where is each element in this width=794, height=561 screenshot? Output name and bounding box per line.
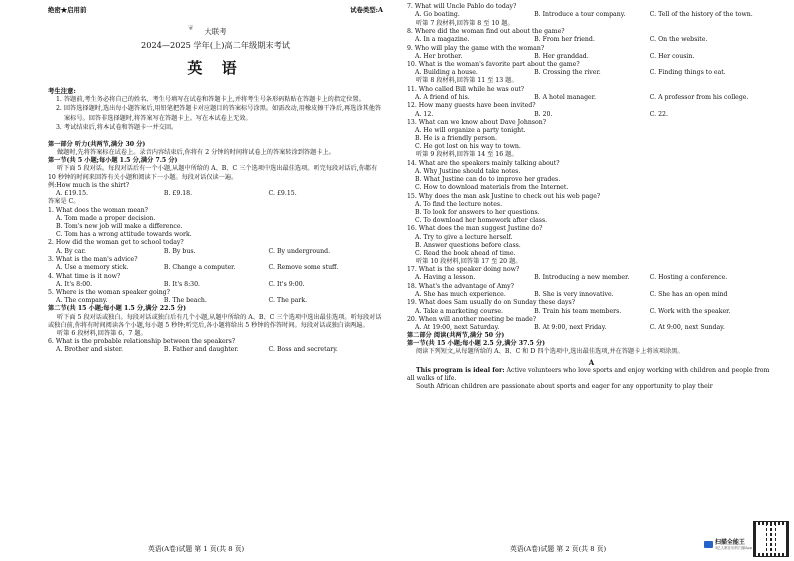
exam-title-line1: 大联考 bbox=[204, 27, 227, 36]
option: A. It's 8:00. bbox=[56, 280, 93, 288]
qr-code-icon[interactable] bbox=[753, 521, 789, 557]
page-header bbox=[48, 5, 383, 14]
question-6-options bbox=[48, 346, 383, 354]
question-options bbox=[407, 111, 776, 119]
option: B. Crossing the river. bbox=[534, 69, 601, 77]
question-options bbox=[407, 53, 776, 61]
question-options bbox=[407, 201, 776, 225]
reading-section1-intro: 阅读下列短文,从每题所给的 A、B、C 和 D 四个选项中,选出最佳选项,并在答题卡上将该项涂黑。 bbox=[416, 348, 684, 356]
notes-heading: 考生注意: bbox=[48, 87, 76, 95]
option: C. Finding things to eat. bbox=[649, 69, 726, 77]
option: B. Her granddad. bbox=[534, 52, 589, 60]
question: 18. What's the advantage of Amy? bbox=[407, 282, 514, 290]
material-note: 听第 7 段材料,回答第 8 至 10 题。 bbox=[416, 19, 514, 27]
question-options bbox=[407, 11, 776, 19]
option: C. It's 9:00. bbox=[268, 280, 305, 288]
question: 2. How did the woman get to school today? bbox=[48, 239, 184, 247]
paper-type-label: 试卷类型:A bbox=[350, 6, 383, 14]
option: A. Her brother. bbox=[415, 52, 463, 60]
question-options bbox=[407, 324, 776, 332]
option: A. 12. bbox=[415, 110, 434, 118]
option: C. To download her homework after class. bbox=[415, 216, 548, 224]
question-options bbox=[407, 234, 776, 258]
scanner-name: 扫描全能王 bbox=[714, 539, 745, 546]
option: C. Tom has a wrong attitude towards work. bbox=[56, 231, 192, 238]
option: A. He will organize a party tonight. bbox=[415, 127, 526, 135]
option: A. Go boating. bbox=[415, 11, 460, 19]
exam-logo-icon: ❦ bbox=[188, 24, 194, 32]
option: B. Tom's new job will make a difference. bbox=[56, 222, 183, 230]
option: B. Introducing a new member. bbox=[534, 274, 630, 282]
option: B. Change a computer. bbox=[163, 264, 236, 272]
option: B. The beach. bbox=[163, 297, 207, 305]
passage-paragraph-2: South African children are passionate about sports and eager for any opportunity to play their bbox=[416, 382, 713, 390]
question: 8. Where did the woman find out about the game? bbox=[407, 28, 565, 36]
option: C. Hosting a conference. bbox=[649, 274, 728, 282]
question-options bbox=[407, 168, 776, 192]
part2-heading: 第二部分 阅读(共两节,满分 50 分) bbox=[407, 332, 505, 340]
option: C. Boss and secretary. bbox=[268, 346, 338, 354]
question: 5. Where is the woman speaker going? bbox=[48, 289, 170, 297]
section2-intro: 听下面 5 段对话或独白。每段对话或独白后有几个小题,从题中所给的 A、B、C 三个选项中选出最佳选项。听每段对话或独白前,你将有时间阅读各个小题,每小题 5 秒钟;听完后,各小题将给出 5 秒钟的作答时间。每段对话或独白读两遍。 bbox=[48, 313, 382, 329]
part1-intro: 做题时,先将答案标在试卷上。录音内容结束后,你将有 2 分钟的时间将试卷上的答案转涂到答题卡上。 bbox=[57, 149, 335, 157]
option: C. 22. bbox=[649, 110, 668, 118]
example-options bbox=[48, 190, 383, 198]
section1-heading: 第一节(共 5 小题;每小题 1.5 分,满分 7.5 分) bbox=[48, 157, 178, 165]
passage-lead: This program is ideal for: bbox=[416, 366, 505, 374]
question-options bbox=[407, 308, 776, 316]
question: 7. What will Uncle Pablo do today? bbox=[407, 3, 517, 11]
option: B. £9.18. bbox=[163, 190, 193, 198]
question-options bbox=[48, 264, 383, 272]
option: C. Read the book ahead of time. bbox=[415, 249, 516, 257]
option: A. Tom made a proper decision. bbox=[56, 214, 156, 222]
example-question: 例:How much is the shirt? bbox=[48, 182, 130, 190]
option: C. Tell of the history of the town. bbox=[649, 11, 753, 19]
question: 14. What are the speakers mainly talking about? bbox=[407, 159, 560, 167]
passage-label: A bbox=[588, 357, 595, 367]
question-options bbox=[48, 248, 383, 256]
note-1: 1. 答题前,考生务必将自己的姓名、考生号填写在试卷和答题卡上,并将考生号条形码粘贴在答题卡上的指定位置。 bbox=[56, 96, 365, 103]
option: C. By underground. bbox=[268, 247, 331, 255]
option: B. What Justine can do to improve her grades. bbox=[415, 176, 561, 184]
option: C. £9.15. bbox=[268, 190, 297, 198]
option: B. It's 8:30. bbox=[163, 280, 201, 288]
question: 4. What time is it now? bbox=[48, 272, 121, 280]
option: A. The company. bbox=[56, 297, 108, 305]
option: B. He is a friendly person. bbox=[415, 135, 497, 143]
question: 13. What can we know about Dave Johnson? bbox=[407, 119, 547, 127]
question: 3. What is the man's advice? bbox=[48, 256, 138, 264]
option: C. He got lost on his way to town. bbox=[415, 143, 521, 151]
section1-intro: 听下面 5 段对话。每段对话后有一个小题,从题中所给的 A、B、C 三个选项中选出最佳选项。听完每段对话后,你都有 10 秒钟的时间来回答有关小题和阅读下一小题。每段对话仅读一遍。 bbox=[48, 165, 378, 181]
page-right bbox=[397, 0, 794, 561]
option: C. A professor from his college. bbox=[649, 93, 749, 101]
scanner-watermark bbox=[704, 537, 752, 551]
reading-section1-heading: 第一节(共 15 小题;每小题 2.5 分,满分 37.5 分) bbox=[407, 340, 546, 348]
option: B. 20. bbox=[534, 110, 553, 118]
confidential-label: 绝密★启用前 bbox=[48, 6, 87, 14]
page-footer-left: 英语(A卷)试题 第 1 页(共 8 页) bbox=[148, 545, 245, 553]
question-list-right bbox=[407, 3, 776, 332]
question-options bbox=[407, 127, 776, 151]
question-6: 6. What is the probable relationship between the speakers? bbox=[48, 338, 236, 346]
option: A. Brother and sister. bbox=[56, 346, 124, 354]
option: B. To look for answers to her questions. bbox=[415, 208, 540, 216]
material-note: 听第 10 段材料,回答第 17 至 20 题。 bbox=[416, 257, 522, 265]
option: A. She has much experience. bbox=[415, 290, 506, 298]
option: C. Work with the speaker. bbox=[649, 307, 731, 315]
option: B. Train his team members. bbox=[534, 307, 622, 315]
option: B. Introduce a tour company. bbox=[534, 11, 626, 19]
question: 12. How many guests have been invited? bbox=[407, 102, 536, 110]
question: 10. What is the woman's favorite part about the game? bbox=[407, 61, 580, 69]
question: 11. Who called Bill while he was out? bbox=[407, 85, 525, 93]
scanner-tagline: 3亿人都在用的扫描App bbox=[714, 546, 752, 550]
option: A. Having a lesson. bbox=[415, 274, 476, 282]
option: B. From her friend. bbox=[534, 36, 595, 44]
passage-paragraph-1 bbox=[407, 367, 776, 383]
example-answer: 答案是 C。 bbox=[48, 198, 80, 206]
option: A. Use a memory stick. bbox=[56, 264, 129, 272]
scanner-logo-icon bbox=[704, 541, 713, 548]
section2-heading: 第二节(共 15 小题;每小题 1.5 分,满分 22.5 分) bbox=[48, 305, 187, 313]
subject-title: 英 语 bbox=[187, 59, 244, 77]
option: C. She has an open mind bbox=[649, 290, 728, 298]
option: A. £19.15. bbox=[56, 190, 89, 198]
question-list-left bbox=[48, 207, 383, 306]
option: C. Her cousin. bbox=[649, 52, 695, 60]
material-note: 听第 9 段材料,回答第 14 至 16 题。 bbox=[416, 151, 518, 159]
exam-title-line2: 2024—2025 学年(上)高二年级期末考试 bbox=[141, 40, 290, 50]
option: A. In a magazine. bbox=[415, 36, 470, 44]
material-note: 听第 6 段材料,回答第 6、7 题。 bbox=[57, 329, 147, 337]
note-2: 2. 回答选择题时,选出每小题答案后,用铅笔把答题卡对应题目的答案标号涂黑。如需改动,用橡皮擦干净后,再选涂其他答案标号。回答非选择题时,将答案写在答题卡上。写在本试卷上无效。 bbox=[56, 105, 382, 122]
question: 19. What does Sam usually do on Sunday these days? bbox=[407, 299, 576, 307]
option: C. The park. bbox=[268, 297, 308, 305]
option: A. A friend of his. bbox=[415, 93, 470, 101]
option: A. By car. bbox=[56, 247, 86, 255]
note-3: 3. 考试结束后,将本试卷和答题卡一并交回。 bbox=[56, 123, 178, 131]
passage-lead-rest: Active volunteers who love sports and enjoy working with children and people from all walks of life. bbox=[407, 366, 770, 382]
question: 9. Who will play the game with the woman? bbox=[407, 44, 545, 52]
option: B. Father and daughter. bbox=[163, 346, 239, 354]
part1-heading: 第一部分 听力(共两节,满分 30 分) bbox=[48, 141, 146, 149]
question-options bbox=[407, 36, 776, 44]
question-options bbox=[48, 215, 383, 239]
option: C. On the website. bbox=[649, 36, 708, 44]
question-options bbox=[407, 94, 776, 102]
option: B. By bus. bbox=[163, 247, 196, 255]
option: B. She is very innovative. bbox=[534, 290, 614, 298]
option: C. Remove some stuff. bbox=[268, 264, 339, 272]
option: C. How to download materials from the Internet. bbox=[415, 184, 569, 192]
option: A. Try to give a lecture herself. bbox=[415, 233, 513, 241]
question: 1. What does the woman mean? bbox=[48, 206, 148, 214]
option: A. Why Justine should take notes. bbox=[415, 168, 521, 175]
option: B. A hotel manager. bbox=[534, 93, 596, 101]
question-options bbox=[407, 291, 776, 299]
option: A. Building a house. bbox=[415, 69, 478, 77]
question: 15. Why does the man ask Justine to check out his web page? bbox=[407, 192, 601, 200]
option: B. Answer questions before class. bbox=[415, 241, 521, 249]
question-options bbox=[407, 274, 776, 282]
material-note: 听第 8 段材料,回答第 11 至 13 题。 bbox=[416, 77, 518, 85]
option: C. At 9:00, next Sunday. bbox=[649, 324, 725, 332]
option: A. At 19:00, next Saturday. bbox=[415, 324, 500, 332]
page-footer-right: 英语(A卷)试题 第 2 页(共 8 页) bbox=[510, 545, 607, 553]
question-options bbox=[48, 281, 383, 289]
question: 20. When will another meeting be made? bbox=[407, 316, 537, 324]
question: 17. What is the speaker doing now? bbox=[407, 266, 520, 274]
option: B. At 9:00, next Friday. bbox=[534, 324, 607, 332]
option: A. Take a marketing course. bbox=[415, 307, 504, 315]
option: A. To find the lecture notes. bbox=[415, 200, 503, 208]
question: 16. What does the man suggest Justine do? bbox=[407, 225, 543, 233]
